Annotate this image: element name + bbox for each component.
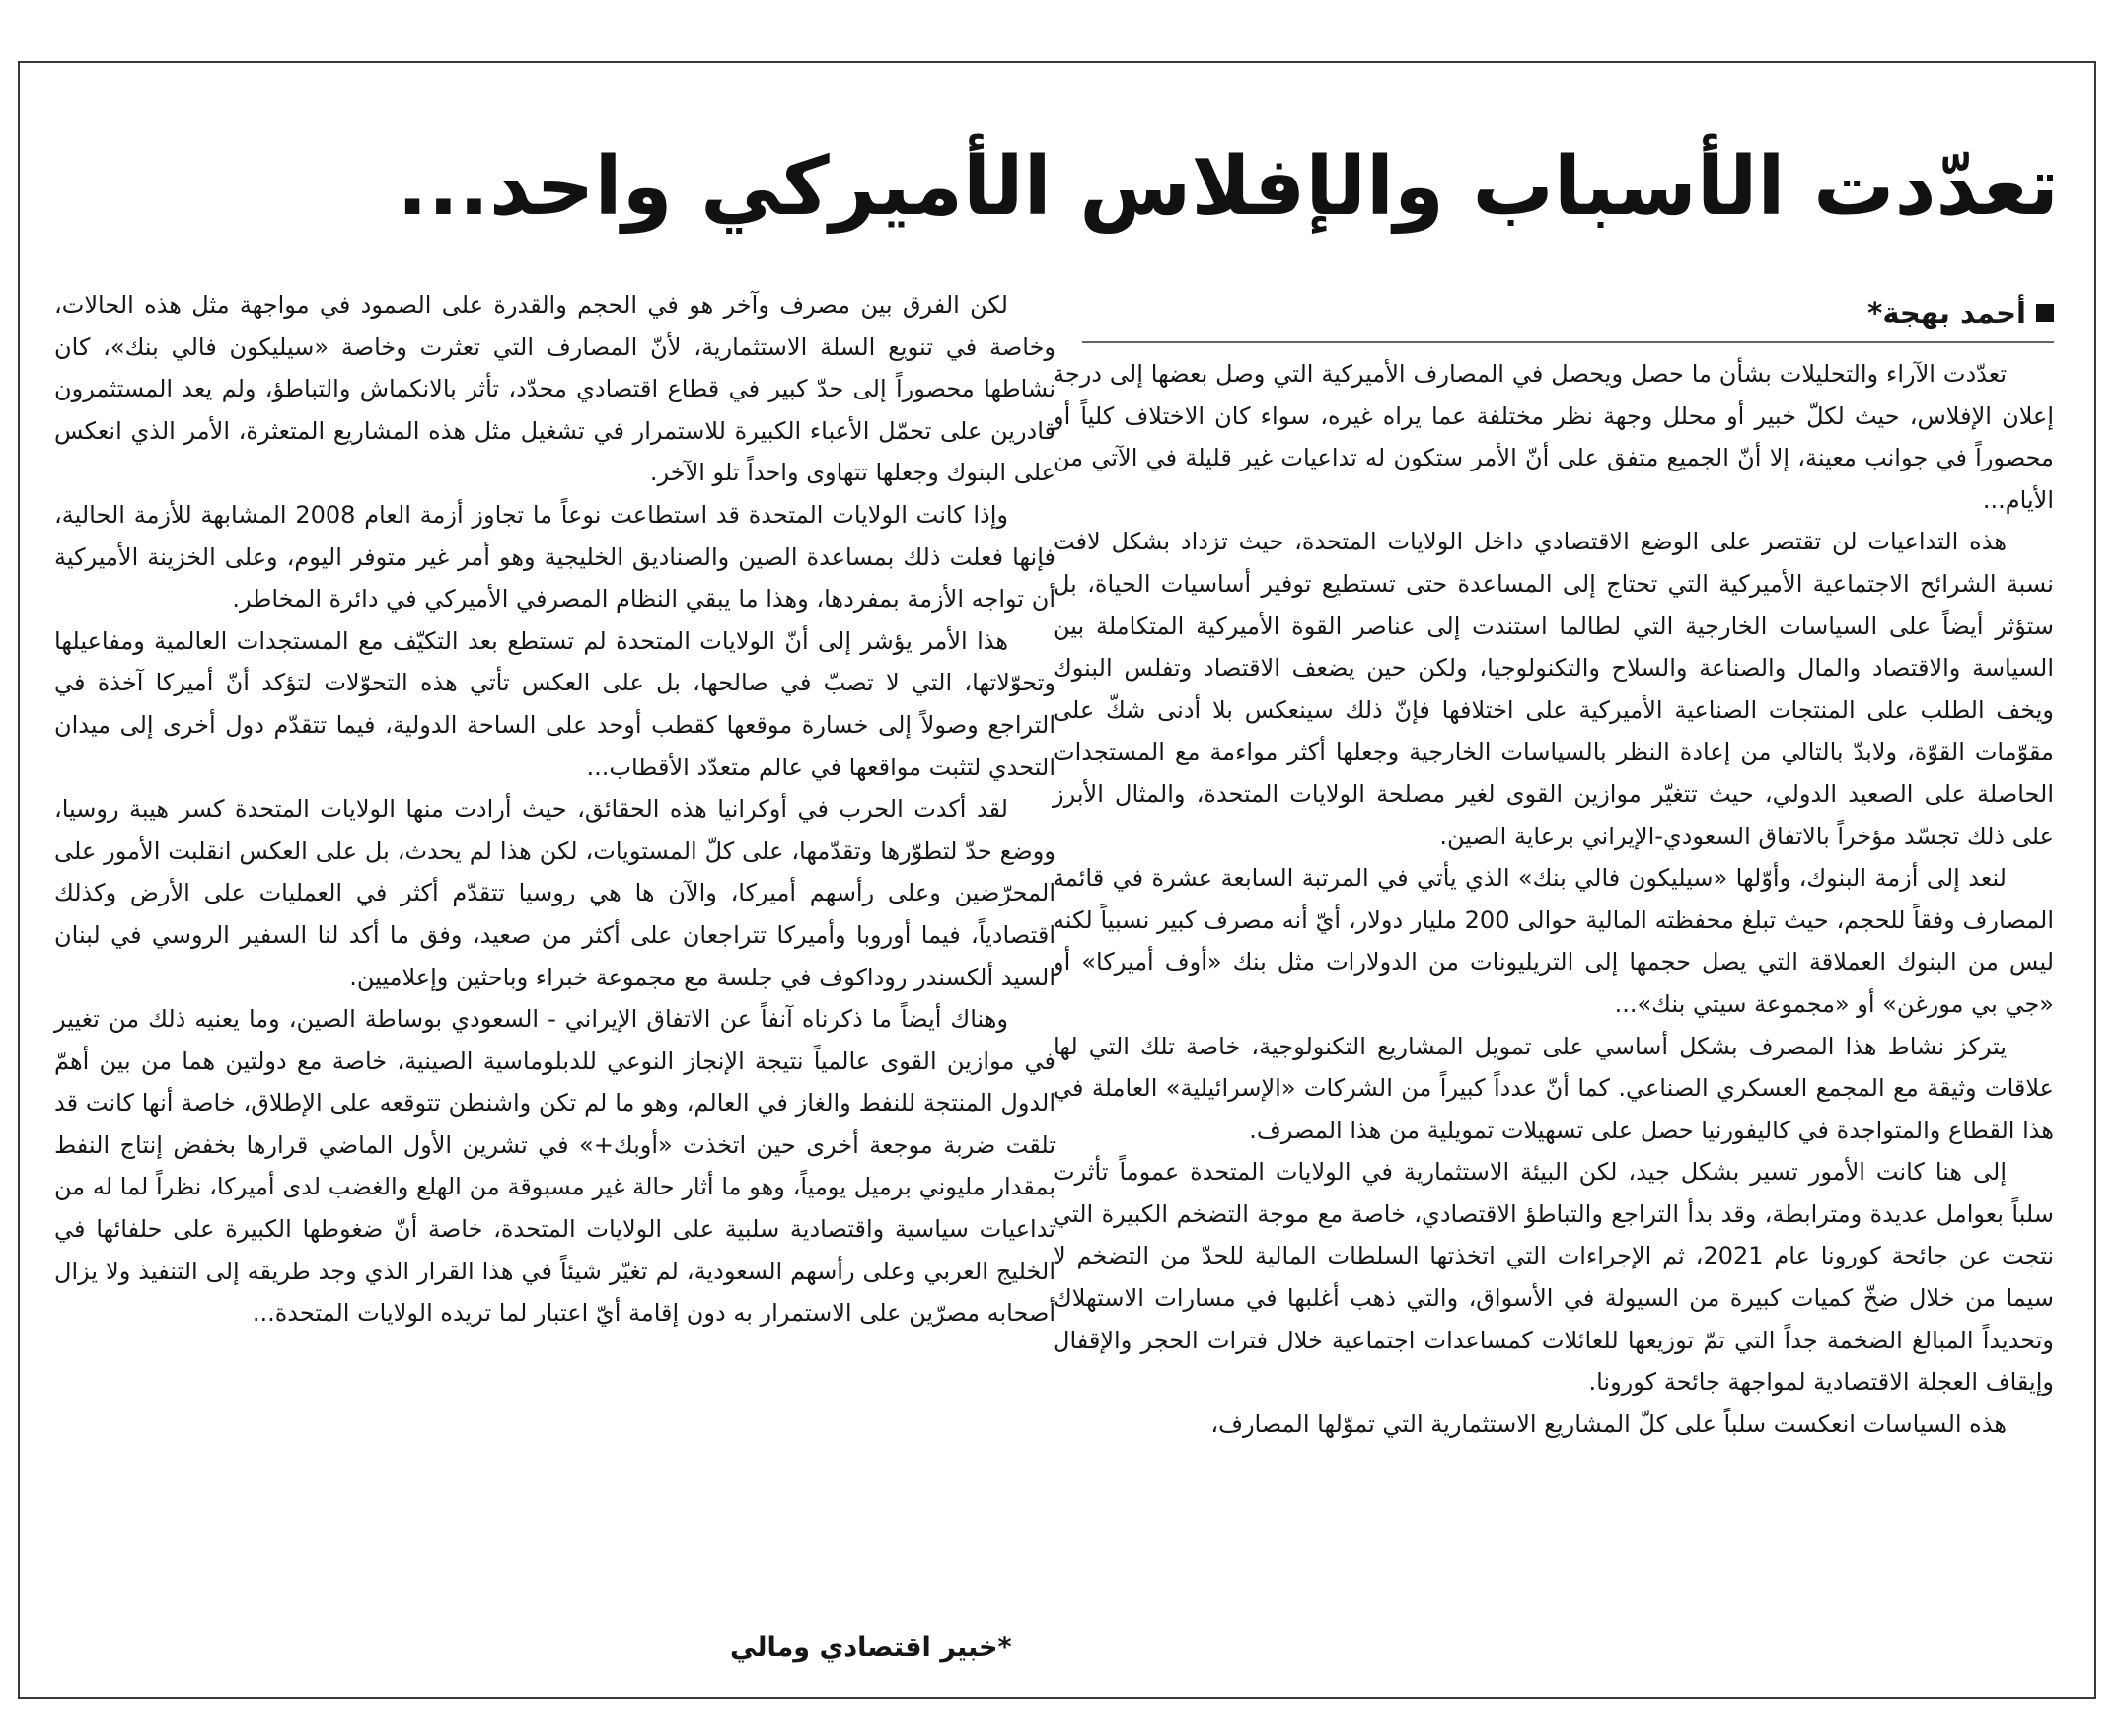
article-headline: تعدّدت الأسباب والإفلاس الأميركي واحد... xyxy=(397,140,2059,234)
paragraph: هذا الأمر يؤشر إلى أنّ الولايات المتحدة لم تستطع بعد التكيّف مع المستجدات العالمية ومفاعيلها وتحوّلاتها، التي لا تصبّ في صالحها، بل على العكس تأتي هذه التحوّلات لتؤكد أنّ أميركا آخذة في التراجع وصولاً إلى خسارة موقعها كقطب أوحد على الساحة الدولية، فيما تتقدّم دول أخرى إلى ميدان التحدي لتثبت مواقعها في عالم متعدّد الأقطاب... xyxy=(54,626,1056,781)
author-signature: *خبير اقتصادي ومالي xyxy=(730,1632,1012,1663)
byline-square-icon xyxy=(2036,304,2054,322)
paragraph: يتركز نشاط هذا المصرف بشكل أساسي على تمويل المشاريع التكنولوجية، خاصة تلك التي لها علاقات وثيقة مع المجمع العسكري الصناعي. كما أنّ عدداً كبيراً من الشركات «الإسرائيلية» العاملة في هذا القطاع والمتواجدة في كاليفورنيا حصل على تسهيلات تمويلية من هذا المصرف. xyxy=(1053,1032,2054,1144)
paragraph: لقد أكدت الحرب في أوكرانيا هذه الحقائق، حيث أرادت منها الولايات المتحدة كسر هيبة روسيا، ووضع حدّ لتطوّرها وتقدّمها، على كلّ المستويات، لكن هذا لم يحدث، بل على العكس انقلبت الأمور على المحرّضين وعلى رأسهم أميركا، والآن ها هي روسيا تتقدّم أكثر في العمليات على الأرض وكذلك اقتصادياً، فيما أوروبا وأميركا تتراجعان على أكثر من صعيد، وفق ما أكد لنا السفير الروسي في لبنان السيد ألكسندر روداكوف في جلسة مع مجموعة خبراء وباحثين وإعلاميين. xyxy=(54,795,1056,991)
author-name: أحمد بهجة* xyxy=(1867,296,2026,329)
paragraph: لكن الفرق بين مصرف وآخر هو في الحجم والقدرة على الصمود في مواجهة مثل هذه الحالات، وخاصة في تنويع السلة الاستثمارية، لأنّ المصارف التي تعثرت وخاصة «سيليكون فالي بنك»، كان نشاطها محصوراً إلى حدّ كبير في قطاع اقتصادي محدّد، تأثر بالانكماش والتباطؤ، ولم يعد المستثمرون قادرين على تحمّل الأعباء الكبيرة للاستمرار في تشغيل مثل هذه المشاريع المتعثرة، الأمر الذي انعكس على البنوك وجعلها تتهاوى واحداً تلو الآخر. xyxy=(54,291,1056,487)
paragraph: تعدّدت الآراء والتحليلات بشأن ما حصل ويحصل في المصارف الأميركية التي وصل بعضها إلى درجة إعلان الإفلاس، حيث لكلّ خبير أو محلل وجهة نظر مختلفة عما يراه غيره، سواء كان الاختلاف كلياً أو محصوراً في جوانب معينة، إلا أنّ الجميع متفق على أنّ الأمر ستكون له تداعيات غير قليلة في الآتي من الأيام... xyxy=(1053,360,2054,514)
left-column xyxy=(54,284,1056,1335)
paragraph: إلى هنا كانت الأمور تسير بشكل جيد، لكن البيئة الاستثمارية في الولايات المتحدة عموماً تأثرت سلباً بعوامل عديدة ومترابطة، وقد بدأ التراجع والتباطؤ الاقتصادي، خاصة مع موجة التضخم الكبيرة التي نتجت عن جائحة كورونا عام 2021، ثم الإجراءات التي اتخذتها السلطات المالية للحدّ من التضخم لا سيما من خلال ضخّ كميات كبيرة من السيولة في الأسواق، والتي ذهب أغلبها في مسارات الاستهلاك وتحديداً المبالغ الضخمة جداً التي تمّ توزيعها للعائلات كمساعدات اجتماعية خلال فترات الحجر والإقفال وإيقاف العجلة الاقتصادية لمواجهة جائحة كورونا. xyxy=(1053,1158,2055,1397)
paragraph: لنعد إلى أزمة البنوك، وأوّلها «سيليكون فالي بنك» الذي يأتي في المرتبة السابعة عشرة في قائمة المصارف وفقاً للحجم، حيث تبلغ محفظته المالية حوالى 200 مليار دولار، أيّ أنه مصرف كبير نسبياً لكنه ليس من البنوك العملاقة التي يصل حجمها إلى التريليونات من الدولارات مثل بنك «أوف أميركا» أو «جي بي مورغن» أو «مجموعة سيتي بنك»... xyxy=(1053,864,2054,1018)
right-column xyxy=(1053,292,2054,1445)
paragraph: هذه التداعيات لن تقتصر على الوضع الاقتصادي داخل الولايات المتحدة، حيث تزداد بشكل لافت نسبة الشرائح الاجتماعية الأميركية التي تحتاج إلى المساعدة حتى تستطيع توفير أساسيات الحياة، بل ستؤثر أيضاً على السياسات الخارجية التي لطالما استندت إلى عناصر القوة الأميركية المتكاملة بين السياسة والاقتصاد والمال والصناعة والسلاح والتكنولوجيا، ولكن حين يضعف الاقتصاد وتفلس البنوك ويخف الطلب على المنتجات الصناعية الأميركية على اختلافها فإنّ ذلك سينعكس بلا أدنى شكّ على مقوّمات القوّة، ولابدّ بالتالي من إعادة النظر بالسياسات الخارجية وجعلها أكثر مواءمة مع المستجدات الحاصلة على الصعيد الدولي، حيث تتغيّر موازين القوى لغير مصلحة الولايات المتحدة، والمثال الأبرز على ذلك تجسّد مؤخراً بالاتفاق السعودي-الإيراني برعاية الصين. xyxy=(1053,528,2054,850)
paragraph: وهناك أيضاً ما ذكرناه آنفاً عن الاتفاق الإيراني - السعودي بوساطة الصين، وما يعنيه ذلك من تغيير في موازين القوى عالمياً نتيجة الإنجاز النوعي للدبلوماسية الصينية، خاصة مع دولتين هما من بين أهمّ الدول المنتجة للنفط والغاز في العالم، وهو ما لم تكن واشنطن تتوقعه على الإطلاق، خاصة أنها كانت قد تلقت ضربة موجعة أخرى حين اتخذت «أوبك+» في تشرين الأول الماضي قرارها بخفض إنتاج النفط بمقدار مليوني برميل يومياً، وهو ما أثار حالة غير مسبوقة من الهلع والغضب لدى أميركا، نظراً لما له من تداعيات سياسية واقتصادية سلبية على الولايات المتحدة، خاصة أنّ ضغوطها الكبيرة على حلفائها في الخليج العربي وعلى رأسهم السعودية، لم تغيّر شيئاً في هذا القرار الذي وجد طريقه إلى التنفيذ ولا يزال أصحابه مصرّين على الاستمرار به دون إقامة أيّ اعتبار لما تريده الولايات المتحدة... xyxy=(54,1005,1056,1328)
paragraph: هذه السياسات انعكست سلباً على كلّ المشاريع الاستثمارية التي تموّلها المصارف، xyxy=(1210,1410,2007,1438)
paragraph: وإذا كانت الولايات المتحدة قد استطاعت نوعاً ما تجاوز أزمة العام 2008 المشابهة للأزمة الحالية، فإنها فعلت ذلك بمساعدة الصين والصناديق الخليجية وهو أمر غير متوفر اليوم، وعلى الخزينة الأميركية أن تواجه الأزمة بمفردها، وهذا ما يبقي النظام المصرفي الأميركي في دائرة المخاطر. xyxy=(54,500,1056,614)
byline xyxy=(1082,292,2054,343)
